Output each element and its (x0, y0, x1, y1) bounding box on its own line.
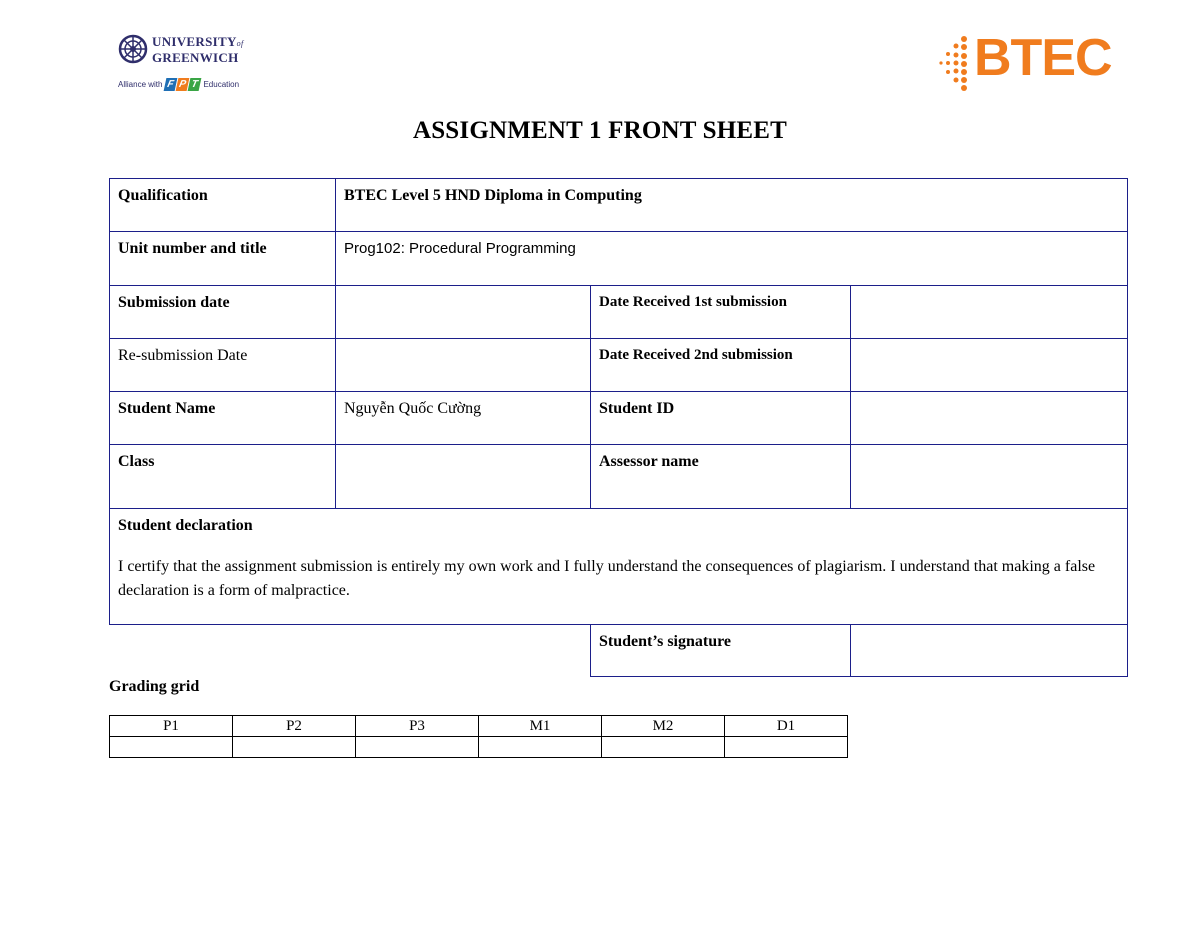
class-field[interactable] (336, 445, 591, 509)
assessor-field[interactable] (851, 445, 1128, 509)
student-name-field[interactable]: Nguyễn Quốc Cường (336, 392, 591, 445)
resubmission-label: Re-submission Date (110, 339, 336, 392)
grade-header-p1: P1 (110, 716, 233, 737)
grading-grid-table (109, 715, 848, 758)
student-row (110, 392, 1128, 445)
fpt-alliance: Alliance with F P T Education (118, 79, 240, 90)
submission-date-field[interactable] (336, 286, 591, 339)
unit-value: Prog102: Procedural Programming (336, 232, 1128, 286)
declaration-row (110, 509, 1128, 625)
btec-dots-icon (936, 34, 976, 92)
grade-header-p3: P3 (356, 716, 479, 737)
declaration-title: Student declaration (118, 517, 253, 534)
class-row (110, 445, 1128, 509)
date-received-2-label: Date Received 2nd submission (591, 339, 851, 392)
page-title: ASSIGNMENT 1 FRONT SHEET (412, 117, 788, 144)
university-name: UNIVERSITYof GREENWICH (152, 34, 244, 65)
grade-cell-d1[interactable] (725, 737, 848, 758)
grading-header-row (110, 716, 848, 737)
signature-field[interactable] (851, 625, 1128, 677)
declaration-text: I certify that the assignment submission is entirely my own work and I fully understand the consequences of plagiarism. I understand that making a false declaration is a form of malpractice. (118, 558, 1096, 599)
signature-spacer (110, 625, 591, 677)
grading-grid-label: Grading grid (109, 678, 200, 695)
date-received-1-field[interactable] (851, 286, 1128, 339)
student-declaration (110, 509, 1128, 625)
grade-cell-p1[interactable] (110, 737, 233, 758)
assignment-front-sheet-table (109, 178, 1128, 677)
student-name-label: Student Name (110, 392, 336, 445)
university-of-greenwich-logo (118, 34, 248, 96)
grade-header-d1: D1 (725, 716, 848, 737)
student-id-label: Student ID (591, 392, 851, 445)
submission-date-label: Submission date (110, 286, 336, 339)
date-received-2-field[interactable] (851, 339, 1128, 392)
grading-value-row (110, 737, 848, 758)
unit-row (110, 232, 1128, 286)
btec-wordmark: BTEC (974, 29, 1112, 87)
resubmission-row (110, 339, 1128, 392)
signature-label: Student’s signature (591, 625, 851, 677)
qualification-row (110, 179, 1128, 232)
grade-header-m1: M1 (479, 716, 602, 737)
grade-header-p2: P2 (233, 716, 356, 737)
fpt-logo: F P T (165, 78, 200, 91)
grade-cell-p2[interactable] (233, 737, 356, 758)
student-id-field[interactable] (851, 392, 1128, 445)
resubmission-date-field[interactable] (336, 339, 591, 392)
grade-cell-p3[interactable] (356, 737, 479, 758)
unit-label: Unit number and title (110, 232, 336, 286)
qualification-value: BTEC Level 5 HND Diploma in Computing (336, 179, 1128, 232)
qualification-label: Qualification (110, 179, 336, 232)
grade-cell-m1[interactable] (479, 737, 602, 758)
date-received-1-label: Date Received 1st submission (591, 286, 851, 339)
assessor-label: Assessor name (591, 445, 851, 509)
grade-cell-m2[interactable] (602, 737, 725, 758)
grade-header-m2: M2 (602, 716, 725, 737)
submission-row (110, 286, 1128, 339)
signature-row (110, 625, 1128, 677)
btec-logo (936, 29, 1122, 92)
greenwich-crest-icon (118, 34, 148, 64)
class-label: Class (110, 445, 336, 509)
